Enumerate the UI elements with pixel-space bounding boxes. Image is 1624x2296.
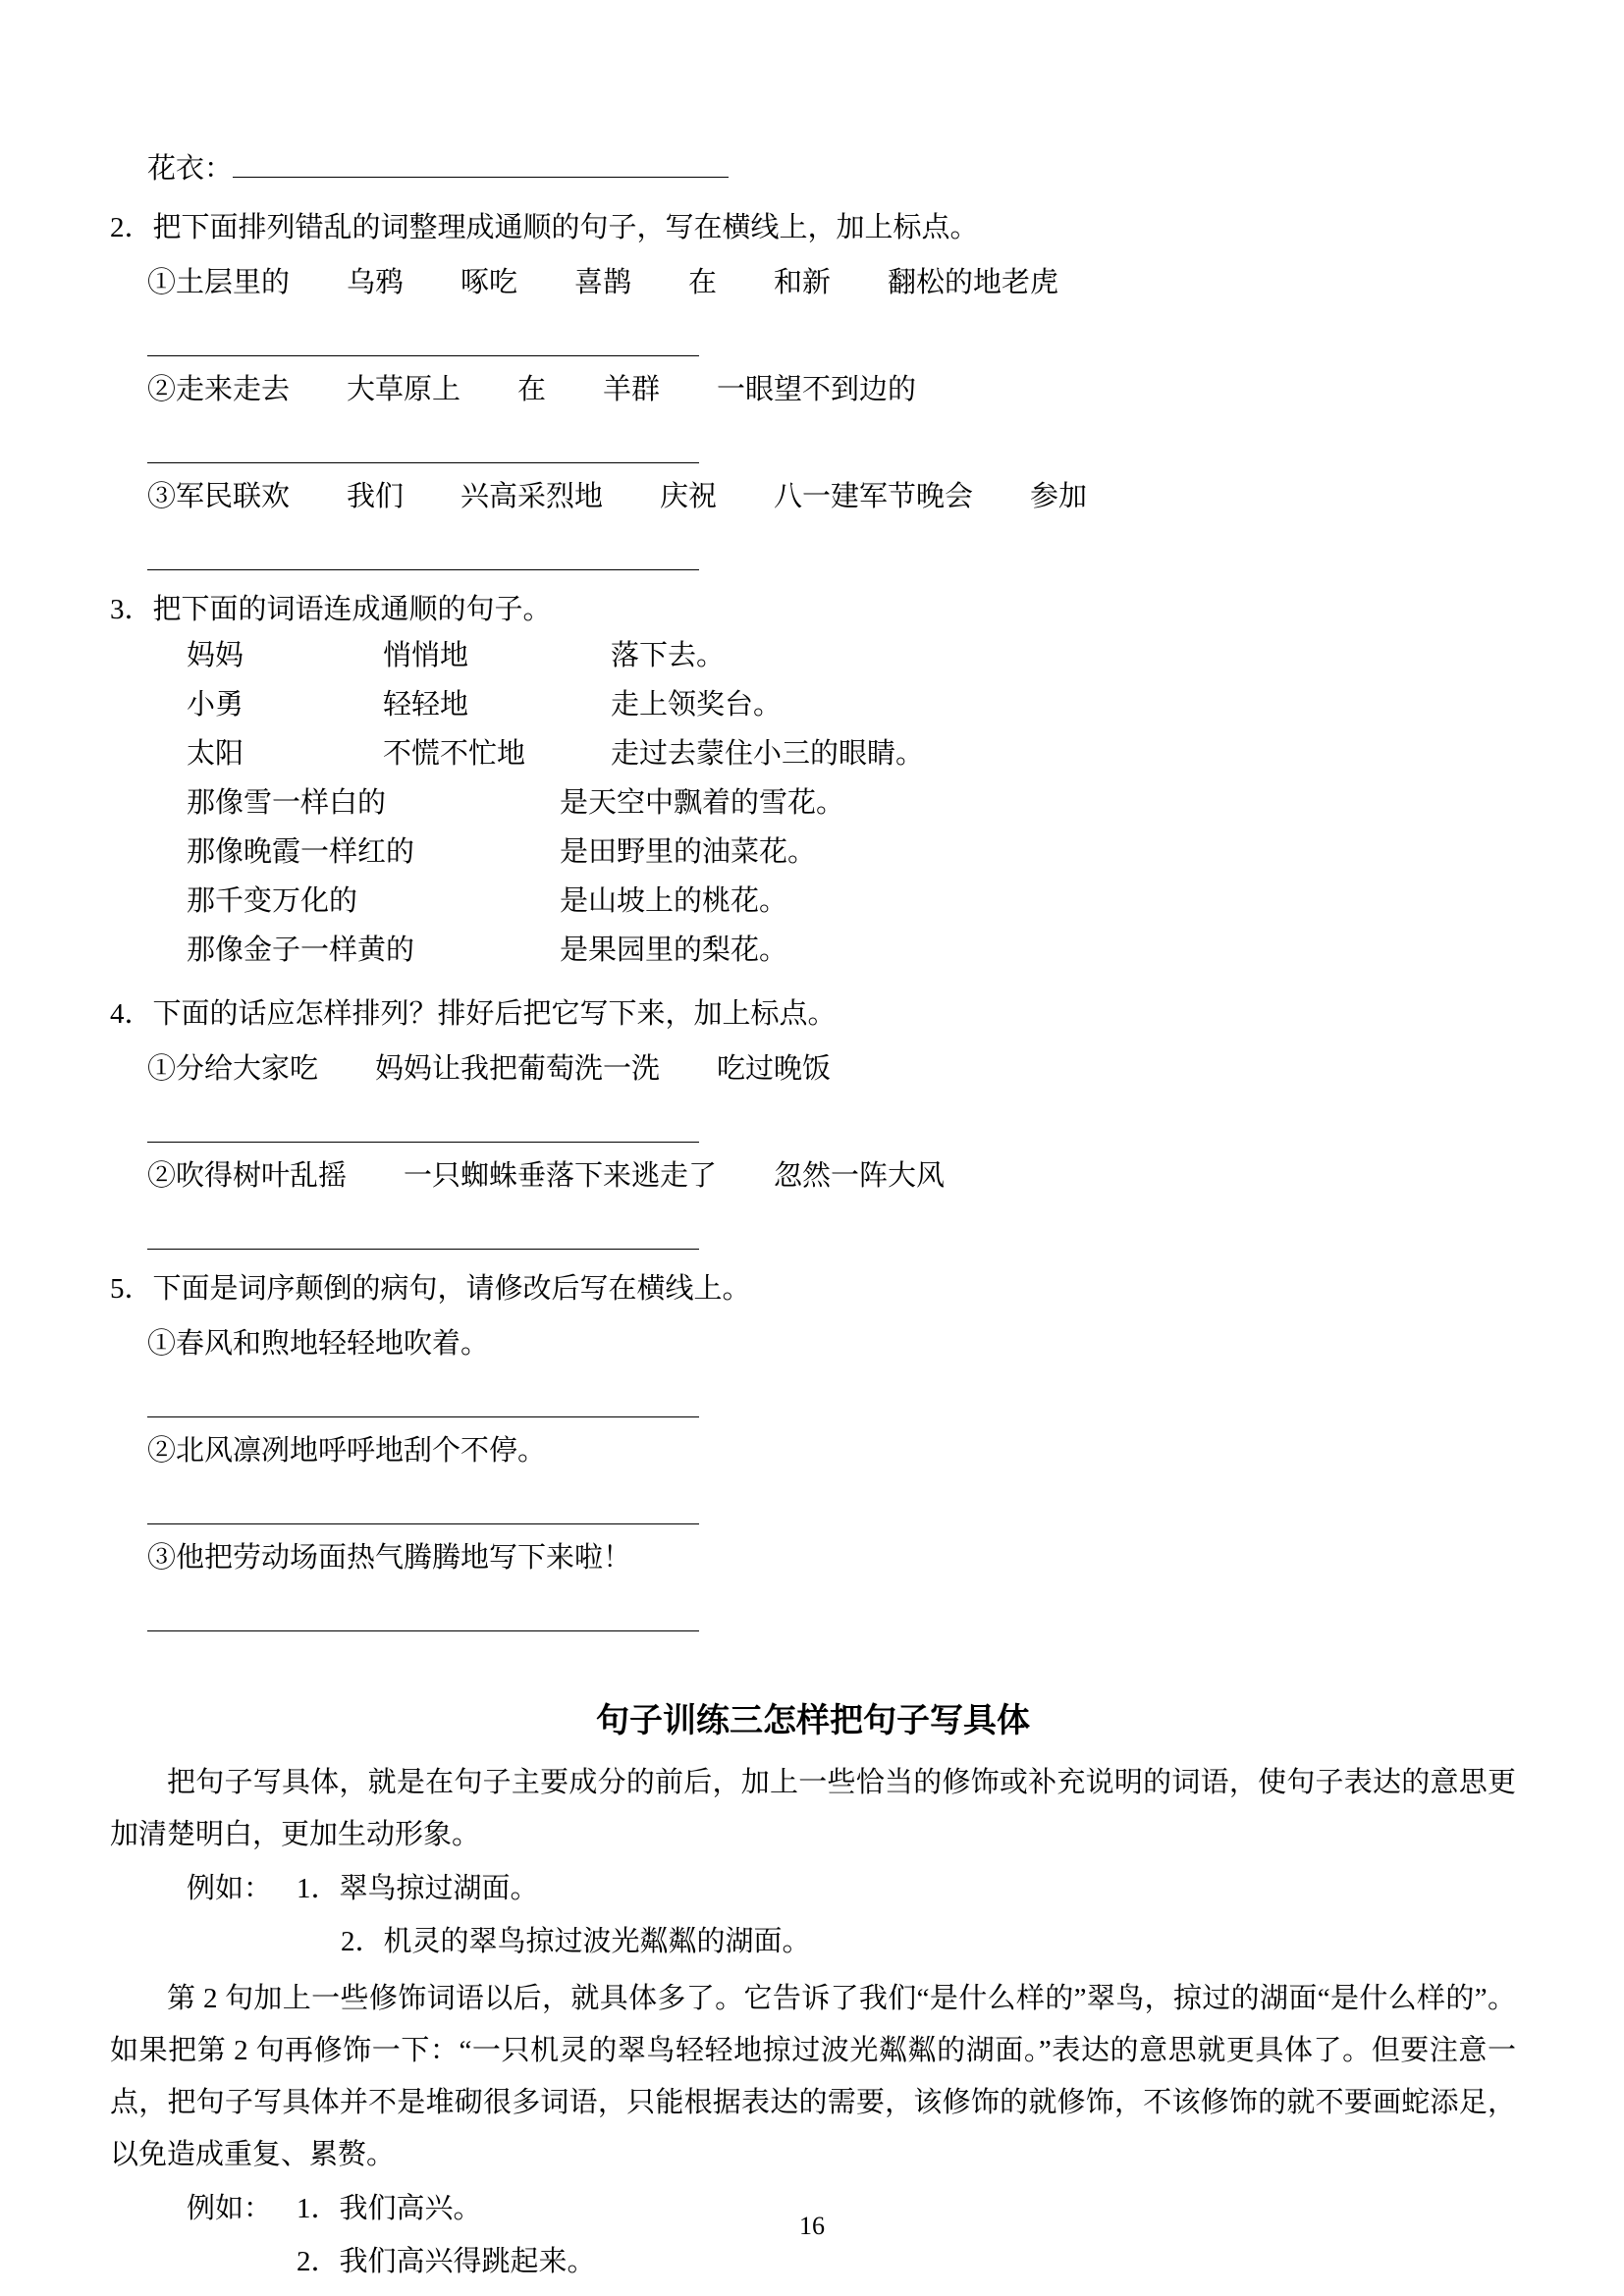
match-row [187,828,1516,877]
fill-in-line [147,145,1516,188]
match-row [187,778,1516,828]
question-2-item-1: ①土层里的 乌鸦 啄吃 喜鹊 在 和新 翻松的地老虎 [147,267,1059,298]
answer-blank-line [233,145,729,178]
answer-blank-line [147,569,699,570]
match-adverb: 轻轻地 [383,689,469,721]
answer-blank-line [147,1416,699,1417]
example-sentence: 2．机灵的翠鸟掠过波光粼粼的湖面。 [341,1926,811,1957]
question-5-item-2: ②北风凛冽地呼呼地刮个不停。 [147,1435,547,1467]
answer-blank-line [147,1523,699,1524]
match-row [187,729,1516,778]
question-3-match-group-2 [187,778,1516,975]
section-paragraph-1: 把句子写具体，就是在句子主要成分的前后，加上一些恰当的修饰或补充说明的词语，使句子表达的意思更加清楚明白，更加生动形象。 [110,1767,1516,1850]
match-right: 是果园里的梨花。 [560,934,788,966]
match-right: 是天空中飘着的雪花。 [560,787,845,819]
match-adverb: 悄悄地 [383,640,469,671]
match-left: 那像晚霞一样红的 [187,836,415,868]
example-sentence: 1．我们高兴。 [297,2193,482,2224]
answer-blank-line [147,462,699,463]
match-predicate: 走上领奖台。 [611,689,783,721]
example-1-line-2 [341,1916,1516,1967]
match-adverb: 不慌不忙地 [383,738,526,770]
match-right: 是山坡上的桃花。 [560,885,788,917]
match-row [187,926,1516,975]
match-left: 那像雪一样白的 [187,787,387,819]
question-5-title: 5．下面是词序颠倒的病句，请修改后写在横线上。 [110,1273,751,1305]
match-left: 那像金子一样黄的 [187,934,415,966]
question-2-title: 2．把下面排列错乱的词整理成通顺的句子，写在横线上，加上标点。 [110,212,979,243]
example-label: 例如： [187,2193,273,2224]
fill-in-label: 花衣： [147,153,234,185]
question-3-match-group-1 [187,631,1516,778]
question-4-item-2: ②吹得树叶乱摇 一只蜘蛛垂落下来逃走了 忽然一阵大风 [147,1160,946,1192]
match-row [187,631,1516,680]
question-4-title: 4．下面的话应怎样排列？排好后把它写下来，加上标点。 [110,998,837,1030]
example-1-line-1 [187,1863,1516,1914]
match-row [187,680,1516,729]
example-label: 例如： [187,1873,273,1904]
match-predicate: 走过去蒙住小三的眼睛。 [611,738,925,770]
section-title: 句子训练三怎样把句子写具体 [596,1703,1030,1739]
question-2-item-2: ②走来走去 大草原上 在 羊群 一眼望不到边的 [147,374,917,405]
answer-blank-line [147,1249,699,1250]
match-row [187,877,1516,926]
example-sentence: 1．翠鸟掠过湖面。 [297,1873,539,1904]
answer-blank-line [147,1630,699,1631]
example-2-line-2 [297,2236,1516,2287]
answer-blank-line [147,1142,699,1143]
match-predicate: 落下去。 [611,640,726,671]
section-paragraph-2: 第 2 句加上一些修饰词语以后，就具体多了。它告诉了我们“是什么样的”翠鸟，掠过的湖面“是什么样的”。如果把第 2 句再修饰一下：“一只机灵的翠鸟轻轻地掠过波光粼粼的湖面。”表达的意思就更具体了。但要注意一点，把句子写具体并不是堆砌很多词语，只能根据表达的需要，该修饰的就修饰，不该修饰的就不要画蛇添足，以免造成重复、累赘。 [110,1983,1516,2170]
example-sentence: 2．我们高兴得跳起来。 [297,2246,596,2277]
match-left: 那千变万化的 [187,885,358,917]
match-right: 是田野里的油菜花。 [560,836,817,868]
question-4-item-1: ①分给大家吃 妈妈让我把葡萄洗一洗 吃过晚饭 [147,1053,832,1085]
match-subject: 妈妈 [187,640,244,671]
question-5-item-1: ①春风和煦地轻轻地吹着。 [147,1328,490,1360]
answer-blank-line [147,355,699,356]
question-3-title: 3．把下面的词语连成通顺的句子。 [110,594,552,625]
question-2-item-3: ③军民联欢 我们 兴高采烈地 庆祝 八一建军节晚会 参加 [147,481,1088,512]
match-subject: 小勇 [187,689,244,721]
page-number: 16 [799,2212,825,2240]
question-5-item-3: ③他把劳动场面热气腾腾地写下来啦！ [147,1542,632,1574]
match-subject: 太阳 [187,738,244,770]
